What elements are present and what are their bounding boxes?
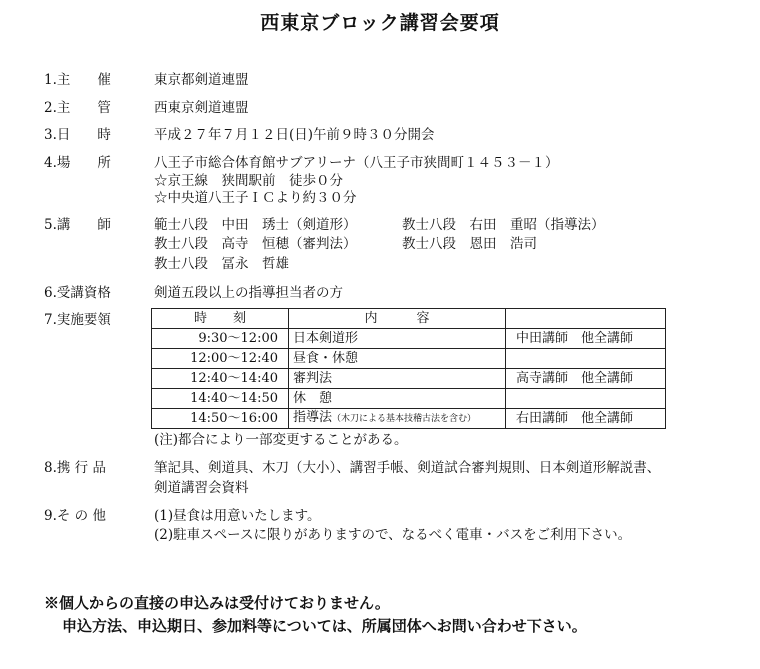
schedule-header-lecturer <box>506 309 666 329</box>
item-place-line: ☆京王線 狭間駅前 徒歩０分 <box>154 173 343 189</box>
schedule-time: 12:40～14:40 <box>152 369 289 389</box>
item-date-value: 平成２７年７月１２日(日)午前９時３０分開会 <box>154 127 435 143</box>
schedule-content: 休 憩 <box>289 389 506 409</box>
schedule-lecturer <box>506 349 666 369</box>
schedule-content: 日本剣道形 <box>289 329 506 349</box>
schedule-row <box>152 389 666 409</box>
item-place-line: 八王子市総合体育館サブアリーナ（八王子市狭間町１４５３－１） <box>154 155 559 171</box>
schedule-row <box>152 369 666 389</box>
item-host-value: 東京都剣道連盟 <box>154 72 249 88</box>
schedule-lecturer: 中田講師 他全講師 <box>506 329 666 349</box>
schedule-content-note: （木刀による基本技稽古法を含む） <box>332 414 477 424</box>
item-instructors-label: 5.講 師 <box>44 217 111 233</box>
item-place-line: ☆中央道八王子ＩＣより約３０分 <box>154 190 357 206</box>
schedule-content: 審判法 <box>289 369 506 389</box>
item-manager-value: 西東京剣道連盟 <box>154 100 249 116</box>
schedule-content: 指導法 <box>293 410 333 425</box>
item-qualification-label: 6.受講資格 <box>44 285 111 301</box>
item-bring-label: 8.携 行 品 <box>44 460 106 476</box>
schedule-lecturer <box>506 389 666 409</box>
schedule-time: 9:30～12:00 <box>152 329 289 349</box>
item-place-label: 4.場 所 <box>44 155 111 171</box>
schedule-header-time: 時 刻 <box>152 309 289 329</box>
instructor-entry: 教士八段 高寺 恒穂（審判法） <box>154 236 357 252</box>
item-other-label: 9.そ の 他 <box>44 508 106 524</box>
item-other-line: (2)駐車スペースに限りがありますので、なるべく電車・バスをご利用下さい。 <box>154 527 632 543</box>
item-schedule-label: 7.実施要領 <box>44 312 111 328</box>
item-date-label: 3.日 時 <box>44 127 111 143</box>
schedule-table <box>151 308 666 429</box>
schedule-time: 14:50～16:00 <box>152 409 289 429</box>
notice-line-2: 申込方法、申込期日、参加料等については、所属団体へお問い合わせ下さい。 <box>62 617 587 635</box>
schedule-lecturer: 高寺講師 他全講師 <box>506 369 666 389</box>
item-qualification-value: 剣道五段以上の指導担当者の方 <box>154 285 343 301</box>
item-bring-line: 筆記具、剣道具、木刀（大小）、講習手帳、剣道試合審判規則、日本剣道形解説書、 <box>154 460 661 476</box>
schedule-header-content: 内 容 <box>289 309 506 329</box>
schedule-time: 12:00～12:40 <box>152 349 289 369</box>
page-title: 西東京ブロック講習会要項 <box>260 12 500 34</box>
schedule-note: (注)都合により一部変更することがある。 <box>154 432 408 448</box>
schedule-row <box>152 329 666 349</box>
schedule-content: 昼食・休憩 <box>289 349 506 369</box>
schedule-row <box>152 409 666 429</box>
schedule-header-row <box>152 309 666 329</box>
instructor-entry: 教士八段 冨永 哲雄 <box>154 256 289 272</box>
schedule-content-cell <box>289 409 506 429</box>
instructor-entry: 教士八段 恩田 浩司 <box>402 236 537 252</box>
instructor-entry: 範士八段 中田 琇士（剣道形） <box>154 217 357 233</box>
item-host-label: 1.主 催 <box>44 72 111 88</box>
item-manager-label: 2.主 管 <box>44 100 111 116</box>
schedule-row <box>152 349 666 369</box>
instructor-entry: 教士八段 右田 重昭（指導法） <box>402 217 605 233</box>
notice-line-1: ※個人からの直接の申込みは受付けておりません。 <box>44 594 390 612</box>
schedule-time: 14:40～14:50 <box>152 389 289 409</box>
item-other-line: (1)昼食は用意いたします。 <box>154 508 321 524</box>
schedule-lecturer: 右田講師 他全講師 <box>506 409 666 429</box>
item-bring-line: 剣道講習会資料 <box>154 480 249 496</box>
